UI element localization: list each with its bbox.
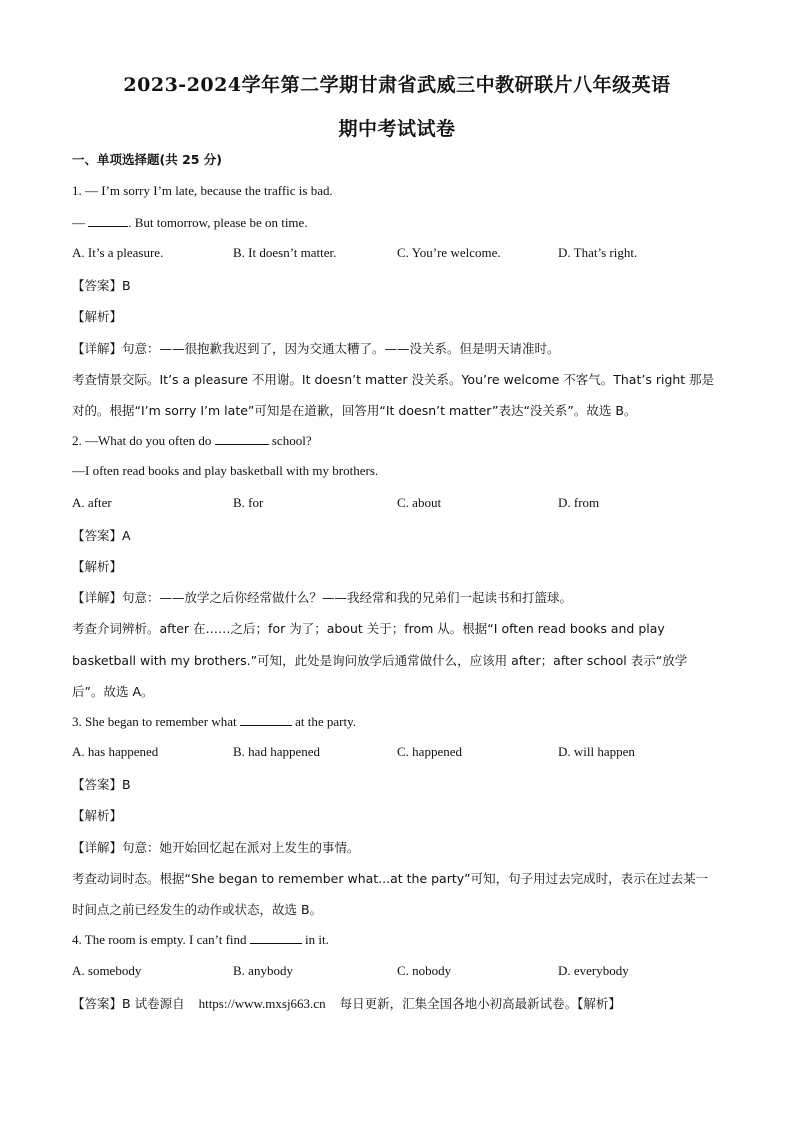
q2-option-d: D. from [558, 495, 600, 510]
q4-option-b: B. anybody [233, 963, 293, 978]
q1-options [72, 245, 722, 263]
q2-explanation-3: 后”。故选 A。 [72, 684, 154, 699]
answer-blank [88, 214, 128, 227]
q3-detail: 【详解】句意：她开始回忆起在派对上发生的事情。 [72, 840, 360, 855]
q3-explanation-1: 考查动词时态。根据“She began to remember what...at the party”可知，句子用过去完成时，表示在过去某一 [72, 871, 709, 886]
q4-answer-line [72, 994, 722, 1012]
q4-stem: 4. The room is empty. I can’t find in it. [72, 932, 329, 947]
q2-option-b: B. for [233, 495, 264, 510]
answer-blank [250, 931, 302, 944]
q3-answer: 【答案】B [72, 777, 131, 792]
q1-option-c: C. You’re welcome. [397, 245, 501, 260]
q1-option-d: D. That’s right. [558, 245, 638, 260]
q2-option-c: C. about [397, 495, 442, 510]
q4-analysis-label: 【解析】 [577, 996, 621, 1011]
q4-option-c: C. nobody [397, 963, 452, 978]
q3-options [72, 744, 722, 762]
q1-stem-reply: — . But tomorrow, please be on time. [72, 215, 308, 230]
q2-answer: 【答案】A [72, 528, 131, 543]
q2-option-a: A. after [72, 495, 112, 510]
q2-explanation-1: 考查介词辨析。after 在……之后；for 为了；about 关于；from 从。根据“I often read books and play [72, 621, 665, 636]
q3-explanation-2: 时间点之前已经发生的动作或状态，故选 B。 [72, 902, 323, 917]
section-heading: 一、单项选择题(共 25 分) [72, 152, 223, 167]
exam-title-line2: 期中考试试卷 [338, 118, 456, 140]
source-label: 试卷源自 [134, 996, 185, 1011]
q1-explanation-1: 考查情景交际。It’s a pleasure 不用谢。It doesn’t matter 没关系。You’re welcome 不客气。That’s right 那是 [72, 372, 715, 387]
q2-analysis-label: 【解析】 [72, 559, 123, 574]
q3-option-b: B. had happened [233, 744, 321, 759]
q1-stem: 1. — I’m sorry I’m late, because the traffic is bad. [72, 183, 333, 198]
q1-option-a: A. It’s a pleasure. [72, 245, 164, 260]
q3-stem: 3. She began to remember what at the party. [72, 714, 357, 729]
source-url-link[interactable]: https://www.mxsj663.cn [198, 996, 326, 1011]
q3-option-a: A. has happened [72, 744, 159, 759]
q4-answer: 【答案】B [72, 996, 131, 1011]
source-note: 每日更新，汇集全国各地小初高最新试卷。 [339, 996, 578, 1011]
answer-blank [215, 432, 269, 445]
q2-stem-reply: —I often read books and play basketball with my brothers. [72, 463, 379, 478]
q1-answer: 【答案】B [72, 278, 131, 293]
q1-option-b: B. It doesn’t matter. [233, 245, 337, 260]
q3-option-d: D. will happen [558, 744, 635, 759]
q4-option-d: D. everybody [558, 963, 629, 978]
q1-analysis-label: 【解析】 [72, 309, 123, 324]
q1-explanation-2: 对的。根据“I’m sorry I’m late”可知是在道歉，回答用“It doesn’t matter”表达“没关系”。故选 B。 [72, 403, 637, 418]
q2-stem: 2. —What do you often do school? [72, 433, 312, 448]
q4-options [72, 963, 722, 981]
q3-analysis-label: 【解析】 [72, 808, 123, 823]
q2-detail: 【详解】句意：——放学之后你经常做什么？——我经常和我的兄弟们一起读书和打篮球。 [72, 590, 573, 605]
q3-option-c: C. happened [397, 744, 462, 759]
q1-detail: 【详解】句意：——很抱歉我迟到了，因为交通太糟了。——没关系。但是明天请准时。 [72, 341, 560, 356]
answer-blank [240, 713, 292, 726]
q2-explanation-2: basketball with my brothers.”可知，此处是询问放学后通常做什么，应该用 after；after school 表示“放学 [72, 653, 688, 668]
q2-options [72, 495, 722, 513]
exam-title-line1: 2023-2024学年第二学期甘肃省武威三中教研联片八年级英语 [123, 74, 671, 96]
q4-option-a: A. somebody [72, 963, 142, 978]
